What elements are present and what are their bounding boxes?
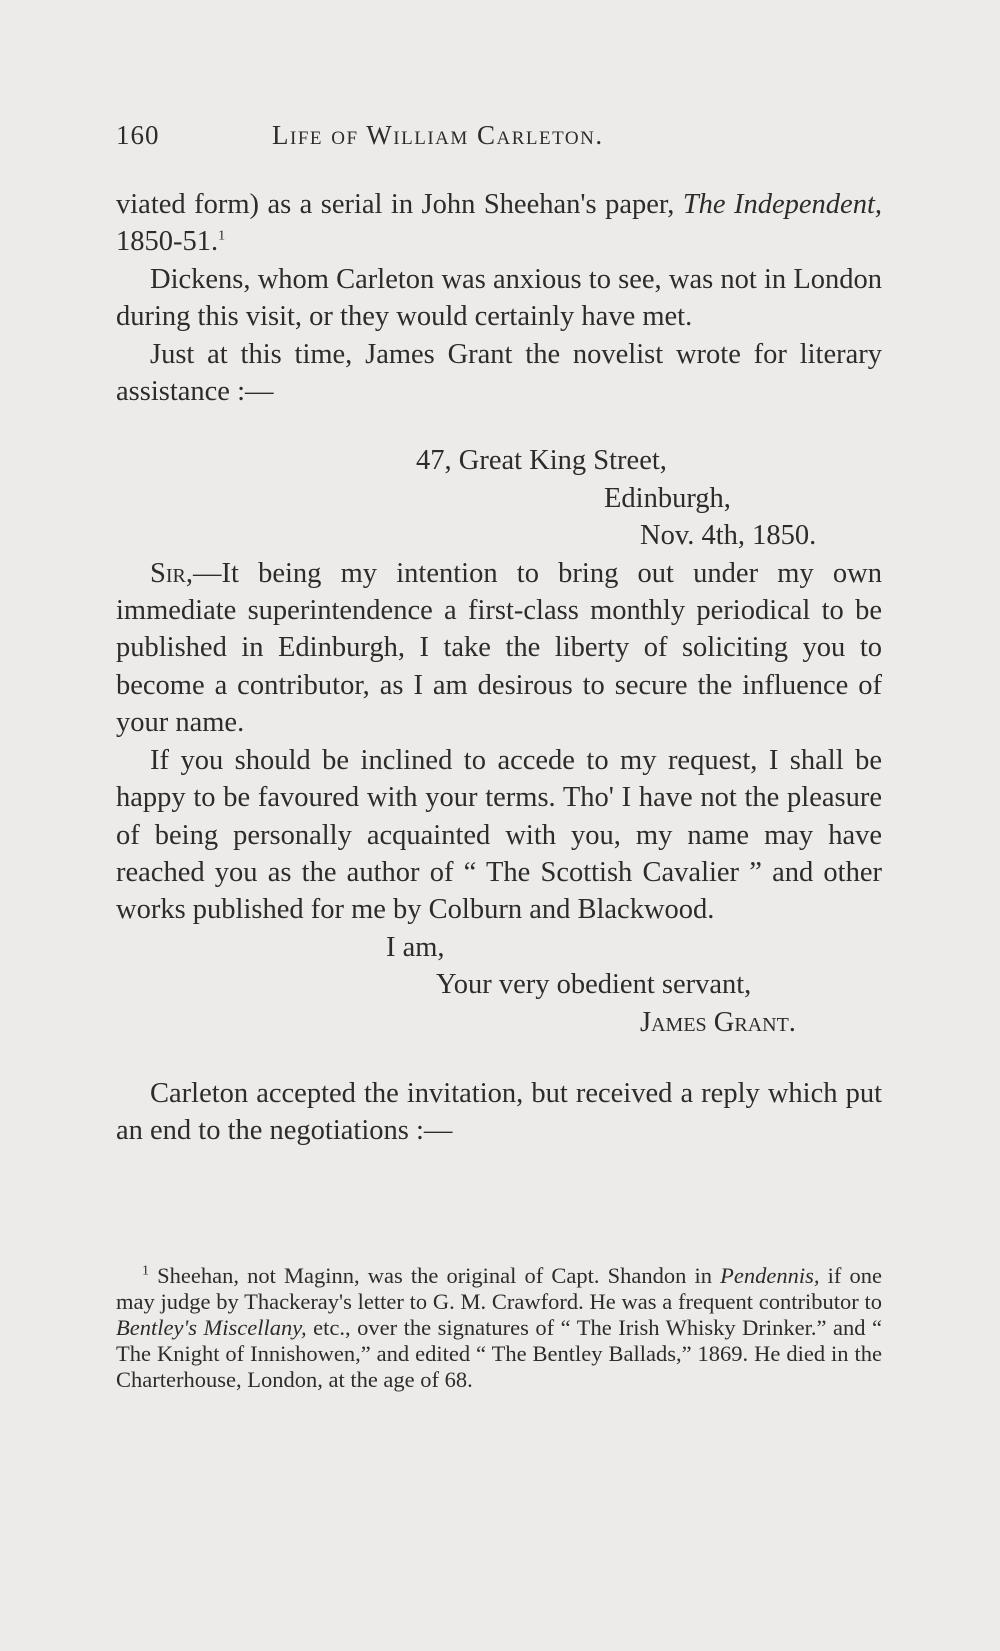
main-text (116, 186, 882, 1150)
letter-address-line1: 47, Great King Street, (416, 445, 667, 477)
footnote (116, 1263, 882, 1393)
letter-closing-1: I am, (386, 931, 445, 963)
text-run: if one may judge by Thackeray's letter to G. M. Crawford. He was a frequent contributor to (116, 1263, 882, 1314)
italic-title: Pendennis, (720, 1263, 820, 1288)
paragraph-grant-intro: Just at this time, James Grant the novelist wrote for literary assistance :— (116, 338, 882, 408)
letter-date: Nov. 4th, 1850. (640, 520, 817, 552)
italic-title: Bentley's Miscellany, (116, 1315, 307, 1340)
letter-signature: James Grant. (640, 1006, 796, 1038)
letter-closing-2: Your very obedient servant, (436, 969, 752, 1001)
letter-paragraph-2: If you should be inclined to accede to my request, I shall be happy to be favoured with your terms. Tho' I have not the pleasure of being personally acquainted with you, my name may have reached you as the author of “ The Scottish Cavalier ” and other works published for me by Colburn and Blackwood. (116, 744, 882, 926)
footnote-text (116, 1263, 882, 1393)
running-title: Life of William Carleton. (272, 120, 604, 150)
letter-salutation: Sir, (150, 557, 193, 589)
text-run: 1850-51. (116, 226, 219, 258)
text-run: Sheehan, not Maginn, was the original of Capt. Shandon in (149, 1263, 721, 1288)
text-run: viated form) as a serial in John Sheehan's paper, (116, 189, 683, 220)
letter-address-line2: Edinburgh, (604, 482, 731, 514)
letter-paragraph-1 (116, 555, 882, 742)
footnote-reference[interactable]: 1 (218, 228, 226, 244)
spacer (116, 410, 882, 442)
paragraph-carleton-reply: Carleton accepted the invitation, but received a reply which put an end to the negotiations :— (116, 1077, 882, 1147)
page-number: 160 (116, 120, 160, 150)
italic-title: The Independent, (682, 189, 883, 220)
text-run: etc., over the signatures of “ The Irish Whisky Drinker.” and “ The Knight of Innishowen,” and edited “ The Bentley Ballads,” 1869. He died in the Charterhouse, London, at the age of 68. (116, 1315, 882, 1392)
running-header (116, 120, 816, 151)
text-run: —It being my intention to bring out under my own immediate superintendence a first-class monthly periodical to be published in Edinburgh, I take the liberty of soliciting you to become a contributor, as I am desirous to secure the influence of your name. (116, 557, 882, 739)
paragraph-continuation (116, 186, 882, 261)
footnote-mark: 1 (142, 1263, 149, 1279)
spacer (116, 1041, 882, 1075)
paragraph-dickens: Dickens, whom Carleton was anxious to see, was not in London during this visit, or they would certainly have met. (116, 263, 882, 333)
